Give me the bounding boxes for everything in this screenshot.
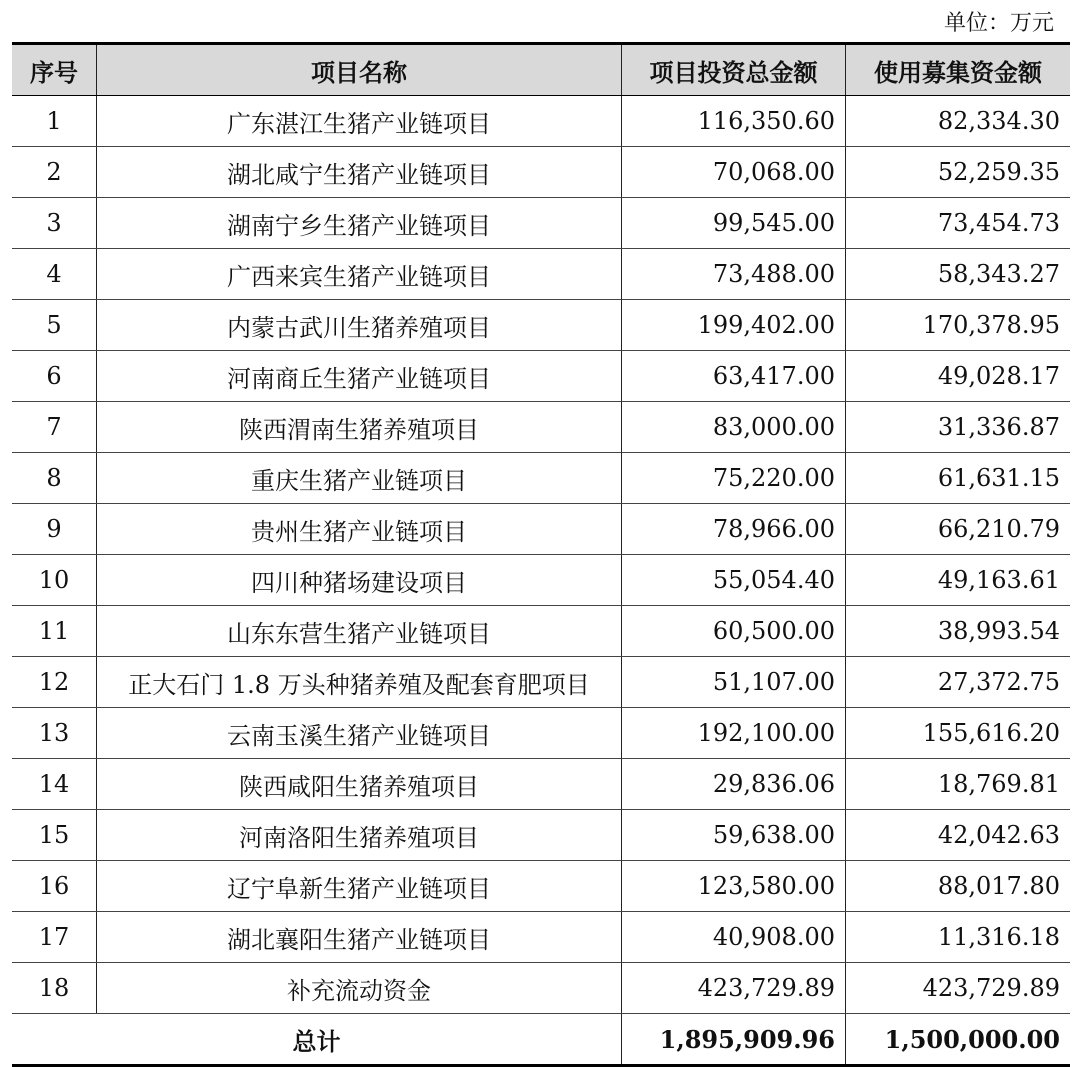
row-raised-funds: 11,316.18 bbox=[846, 912, 1071, 963]
header-name: 项目名称 bbox=[97, 44, 622, 96]
row-project-name: 补充流动资金 bbox=[97, 963, 622, 1014]
table-row bbox=[12, 963, 1070, 1014]
row-no: 17 bbox=[12, 912, 97, 963]
table-row bbox=[12, 810, 1070, 861]
table-row bbox=[12, 249, 1070, 300]
row-project-name: 河南商丘生猪产业链项目 bbox=[97, 351, 622, 402]
row-no: 7 bbox=[12, 402, 97, 453]
row-raised-funds: 27,372.75 bbox=[846, 657, 1071, 708]
row-no: 10 bbox=[12, 555, 97, 606]
row-total-investment: 99,545.00 bbox=[622, 198, 846, 249]
table-row bbox=[12, 912, 1070, 963]
total-label: 总计 bbox=[12, 1014, 622, 1066]
row-total-investment: 63,417.00 bbox=[622, 351, 846, 402]
row-raised-funds: 423,729.89 bbox=[846, 963, 1071, 1014]
row-total-investment: 59,638.00 bbox=[622, 810, 846, 861]
row-project-name: 广西来宾生猪产业链项目 bbox=[97, 249, 622, 300]
table-row bbox=[12, 759, 1070, 810]
table-row bbox=[12, 606, 1070, 657]
row-raised-funds: 52,259.35 bbox=[846, 147, 1071, 198]
row-raised-funds: 88,017.80 bbox=[846, 861, 1071, 912]
row-raised-funds: 49,028.17 bbox=[846, 351, 1071, 402]
row-total-investment: 73,488.00 bbox=[622, 249, 846, 300]
table-row bbox=[12, 504, 1070, 555]
row-project-name: 河南洛阳生猪养殖项目 bbox=[97, 810, 622, 861]
total-raised-sum: 1,500,000.00 bbox=[846, 1014, 1071, 1066]
row-project-name: 山东东营生猪产业链项目 bbox=[97, 606, 622, 657]
row-no: 16 bbox=[12, 861, 97, 912]
table-row bbox=[12, 555, 1070, 606]
table-row bbox=[12, 351, 1070, 402]
row-raised-funds: 66,210.79 bbox=[846, 504, 1071, 555]
row-total-investment: 116,350.60 bbox=[622, 96, 846, 147]
row-total-investment: 60,500.00 bbox=[622, 606, 846, 657]
table-body bbox=[12, 96, 1070, 1014]
row-total-investment: 123,580.00 bbox=[622, 861, 846, 912]
table-row bbox=[12, 300, 1070, 351]
row-project-name: 广东湛江生猪产业链项目 bbox=[97, 96, 622, 147]
row-project-name: 湖北咸宁生猪产业链项目 bbox=[97, 147, 622, 198]
row-no: 5 bbox=[12, 300, 97, 351]
row-raised-funds: 155,616.20 bbox=[846, 708, 1071, 759]
row-total-investment: 70,068.00 bbox=[622, 147, 846, 198]
row-total-investment: 55,054.40 bbox=[622, 555, 846, 606]
header-no: 序号 bbox=[12, 44, 97, 96]
row-total-investment: 29,836.06 bbox=[622, 759, 846, 810]
table-row bbox=[12, 198, 1070, 249]
row-project-name: 湖南宁乡生猪产业链项目 bbox=[97, 198, 622, 249]
table-row bbox=[12, 453, 1070, 504]
table-row bbox=[12, 861, 1070, 912]
row-raised-funds: 82,334.30 bbox=[846, 96, 1071, 147]
row-no: 2 bbox=[12, 147, 97, 198]
row-no: 13 bbox=[12, 708, 97, 759]
table-row bbox=[12, 708, 1070, 759]
table-row bbox=[12, 147, 1070, 198]
row-no: 12 bbox=[12, 657, 97, 708]
row-raised-funds: 49,163.61 bbox=[846, 555, 1071, 606]
row-raised-funds: 42,042.63 bbox=[846, 810, 1071, 861]
unit-label: 单位：万元 bbox=[943, 11, 1054, 36]
row-project-name: 内蒙古武川生猪养殖项目 bbox=[97, 300, 622, 351]
row-total-investment: 423,729.89 bbox=[622, 963, 846, 1014]
row-total-investment: 83,000.00 bbox=[622, 402, 846, 453]
header-raised-funds: 使用募集资金额 bbox=[846, 44, 1071, 96]
row-no: 11 bbox=[12, 606, 97, 657]
row-no: 18 bbox=[12, 963, 97, 1014]
table-header-row bbox=[12, 44, 1070, 96]
row-project-name: 四川种猪场建设项目 bbox=[97, 555, 622, 606]
header-total-investment: 项目投资总金额 bbox=[622, 44, 846, 96]
project-table bbox=[12, 42, 1070, 1067]
table-row bbox=[12, 402, 1070, 453]
total-row bbox=[12, 1014, 1070, 1066]
row-raised-funds: 18,769.81 bbox=[846, 759, 1071, 810]
row-no: 15 bbox=[12, 810, 97, 861]
row-raised-funds: 61,631.15 bbox=[846, 453, 1071, 504]
row-project-name: 云南玉溪生猪产业链项目 bbox=[97, 708, 622, 759]
row-project-name: 重庆生猪产业链项目 bbox=[97, 453, 622, 504]
row-raised-funds: 58,343.27 bbox=[846, 249, 1071, 300]
total-investment-sum: 1,895,909.96 bbox=[622, 1014, 846, 1066]
row-no: 8 bbox=[12, 453, 97, 504]
row-no: 4 bbox=[12, 249, 97, 300]
row-no: 3 bbox=[12, 198, 97, 249]
row-no: 14 bbox=[12, 759, 97, 810]
row-project-name: 正大石门 1.8 万头种猪养殖及配套育肥项目 bbox=[97, 657, 622, 708]
row-no: 1 bbox=[12, 96, 97, 147]
row-raised-funds: 38,993.54 bbox=[846, 606, 1071, 657]
row-total-investment: 40,908.00 bbox=[622, 912, 846, 963]
row-total-investment: 192,100.00 bbox=[622, 708, 846, 759]
row-total-investment: 51,107.00 bbox=[622, 657, 846, 708]
row-total-investment: 78,966.00 bbox=[622, 504, 846, 555]
row-no: 6 bbox=[12, 351, 97, 402]
row-project-name: 湖北襄阳生猪产业链项目 bbox=[97, 912, 622, 963]
row-project-name: 陕西咸阳生猪养殖项目 bbox=[97, 759, 622, 810]
row-raised-funds: 170,378.95 bbox=[846, 300, 1071, 351]
table-row bbox=[12, 657, 1070, 708]
row-project-name: 贵州生猪产业链项目 bbox=[97, 504, 622, 555]
row-project-name: 辽宁阜新生猪产业链项目 bbox=[97, 861, 622, 912]
row-raised-funds: 73,454.73 bbox=[846, 198, 1071, 249]
table-row bbox=[12, 96, 1070, 147]
row-total-investment: 75,220.00 bbox=[622, 453, 846, 504]
row-project-name: 陕西渭南生猪养殖项目 bbox=[97, 402, 622, 453]
row-raised-funds: 31,336.87 bbox=[846, 402, 1071, 453]
row-no: 9 bbox=[12, 504, 97, 555]
row-total-investment: 199,402.00 bbox=[622, 300, 846, 351]
